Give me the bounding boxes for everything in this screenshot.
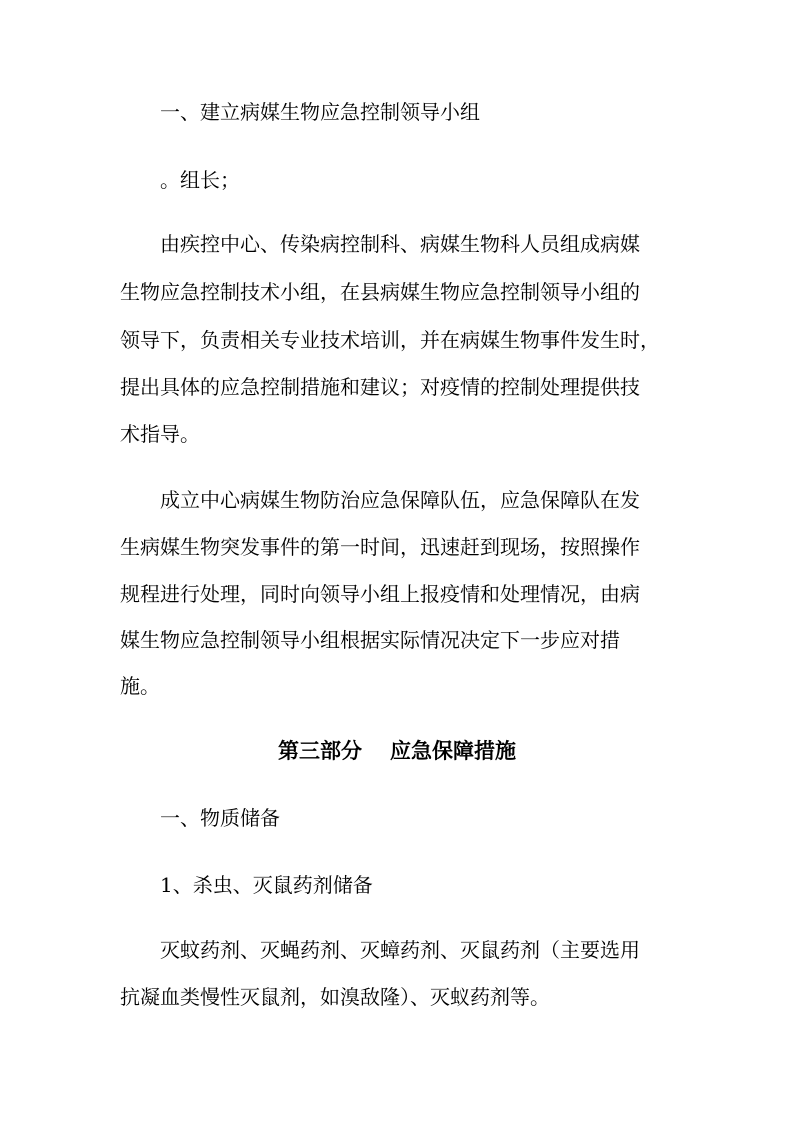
leader-label: 。组长； [160,168,240,192]
section-heading-material-reserve: 一、物质储备 [160,806,280,830]
section-heading-leader-group: 一、建立病媒生物应急控制领导小组 [160,100,480,124]
paragraph-line: 抗凝血类慢性灭鼠剂，如溴敌隆）、灭蚁药剂等。 [120,985,550,1009]
subheading-pesticide-reserve: 1、杀虫、灭鼠药剂储备 [160,873,373,897]
paragraph-line: 提出具体的应急控制措施和建议；对疫情的控制处理提供技 [120,375,640,399]
paragraph-line: 规程进行处理，同时向领导小组上报疫情和处理情况，由病 [120,582,640,606]
paragraph-line: 成立中心病媒生物防治应急保障队伍，应急保障队在发 [160,488,640,512]
paragraph-line: 灭蚊药剂、灭蝇药剂、灭蟑药剂、灭鼠药剂（主要选用 [160,938,640,962]
paragraph-line: 生物应急控制技术小组，在县病媒生物应急控制领导小组的 [120,280,640,304]
paragraph-line: 媒生物应急控制领导小组根据实际情况决定下一步应对措 [120,628,620,652]
paragraph-line: 由疾控中心、传染病控制科、病媒生物科人员组成病媒 [160,232,640,256]
part-title: 应急保障措施 [390,738,516,763]
paragraph-line: 术指导。 [120,422,200,446]
part-three-heading [0,738,794,764]
paragraph-line: 施。 [120,674,160,698]
paragraph-line: 生病媒生物突发事件的第一时间，迅速赶到现场，按照操作 [120,535,640,559]
part-label: 第三部分 [278,738,362,763]
paragraph-line: 领导下，负责相关专业技术培训，并在病媒生物事件发生时， [120,328,660,352]
